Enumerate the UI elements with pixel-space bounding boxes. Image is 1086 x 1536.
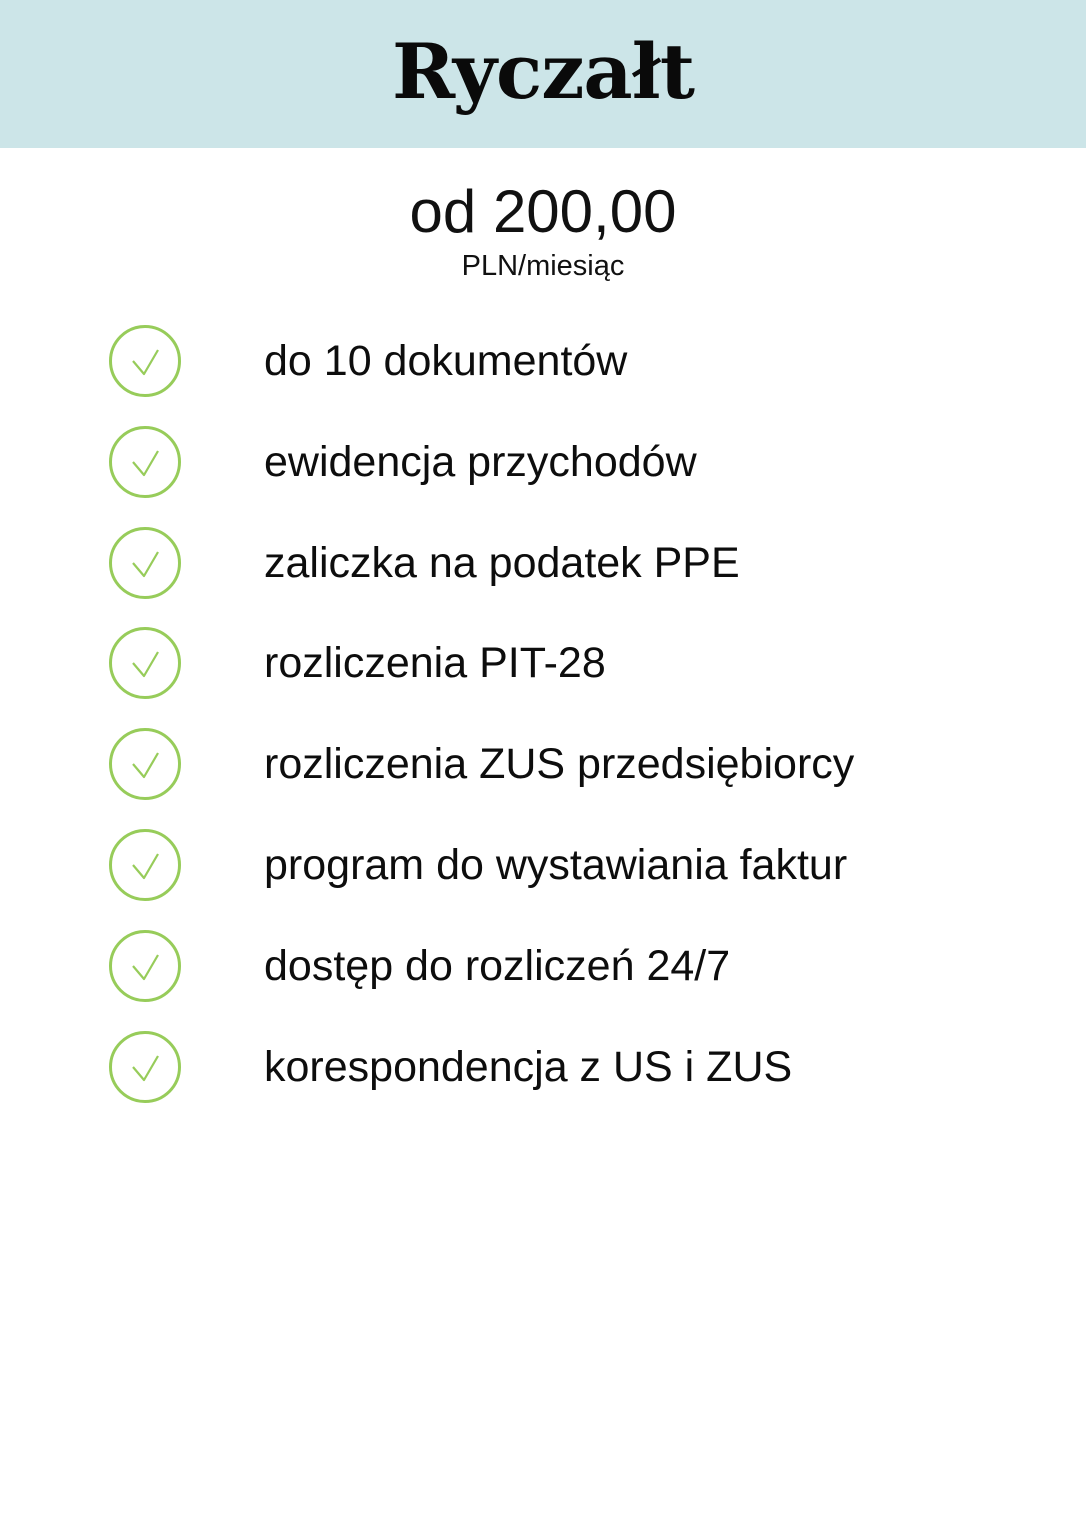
feature-label: program do wystawiania faktur	[264, 841, 848, 889]
feature-label: do 10 dokumentów	[264, 337, 628, 385]
plan-title: Ryczałt	[391, 27, 694, 116]
check-circle-icon	[108, 727, 182, 801]
check-circle-icon	[108, 626, 182, 700]
check-circle-icon	[108, 1030, 182, 1104]
feature-label: dostęp do rozliczeń 24/7	[264, 941, 731, 990]
price-unit: PLN/miesiąc	[461, 250, 625, 282]
feature-label: ewidencja przychodów	[264, 437, 697, 486]
feature-item	[0, 612, 1086, 712]
feature-label: korespondencja z US i ZUS	[264, 1042, 793, 1091]
header-banner	[0, 0, 1086, 148]
feature-item	[0, 814, 1086, 914]
check-circle-icon	[108, 324, 182, 398]
feature-item	[0, 713, 1086, 813]
check-circle-icon	[108, 425, 182, 499]
check-circle-icon	[108, 929, 182, 1003]
feature-item	[0, 915, 1086, 1015]
feature-item	[0, 1016, 1086, 1116]
feature-label: zaliczka na podatek PPE	[264, 538, 740, 587]
check-circle-icon	[108, 828, 182, 902]
feature-item	[0, 411, 1086, 511]
feature-item	[0, 512, 1086, 612]
feature-label: rozliczenia PIT-28	[264, 639, 606, 688]
feature-label: rozliczenia ZUS przedsiębiorcy	[264, 740, 855, 789]
price-amount: od 200,00	[409, 178, 677, 245]
check-circle-icon	[108, 526, 182, 600]
feature-item	[0, 310, 1086, 410]
